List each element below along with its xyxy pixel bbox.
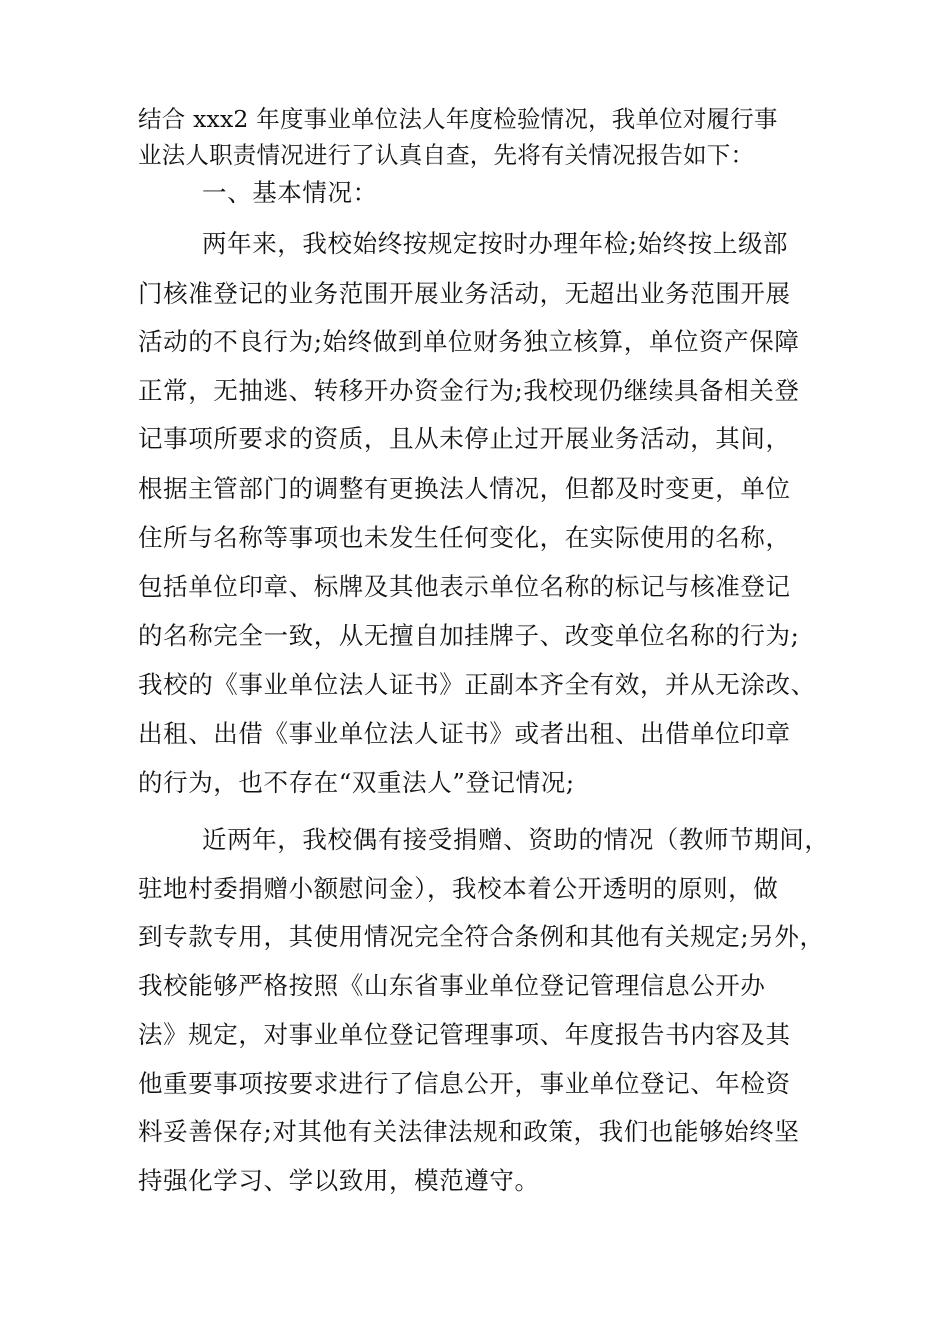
- text-line: 记事项所要求的资质，且从未停止过开展业务活动，其间，: [138, 424, 791, 453]
- text-line: 包括单位印章、标牌及其他表示单位名称的标记与核准登记: [138, 572, 791, 601]
- text-line: 业法人职责情况进行了认真自查，先将有关情况报告如下：: [138, 141, 755, 169]
- text-line: 我校的《事业单位法人证书》正副本齐全有效，并从无涂改、: [138, 670, 816, 699]
- text-line: 驻地村委捐赠小额慰问金），我校本着公开透明的原则，做: [138, 874, 779, 903]
- text-line: 门核准登记的业务范围开展业务活动，无超出业务范围开展: [138, 279, 791, 308]
- text-line: 的行为，也不存在“双重法人”登记情况;: [138, 768, 575, 797]
- text-line: 料妥善保存;对其他有关法律法规和政策，我们也能够始终坚: [138, 1117, 800, 1146]
- text-line: 根据主管部门的调整有更换法人情况，但都及时变更，单位: [138, 474, 791, 503]
- text-line: 近两年，我校偶有接受捐赠、资助的情况（教师节期间，: [202, 825, 830, 854]
- section-heading: 一、基本情况：: [202, 178, 378, 207]
- text-line: 我校能够严格按照《山东省事业单位登记管理信息公开办: [138, 971, 766, 1000]
- text-line: 法》规定，对事业单位登记管理事项、年度报告书内容及其: [138, 1020, 791, 1049]
- text-line: 的名称完全一致，从无擅自加挂牌子、改变单位名称的行为;: [138, 621, 800, 650]
- text-line: 活动的不良行为;始终做到单位财务独立核算，单位资产保障: [138, 327, 800, 356]
- text-line: 持强化学习、学以致用，模范遵守。: [138, 1166, 540, 1195]
- text-line: 两年来，我校始终按规定按时办理年检;始终按上级部: [202, 229, 789, 258]
- text-line: 结合 xxx2 年度事业单位法人年度检验情况，我单位对履行事: [138, 105, 778, 133]
- text-line: 住所与名称等事项也未发生任何变化，在实际使用的名称，: [138, 523, 791, 552]
- text-line: 他重要事项按要求进行了信息公开，事业单位登记、年检资: [138, 1069, 791, 1098]
- text-line: 出租、出借《事业单位法人证书》或者出租、出借单位印章: [138, 719, 791, 748]
- text-line: 到专款专用，其使用情况完全符合条例和其他有关规定;另外，: [138, 922, 825, 951]
- text-line: 正常，无抽逃、转移开办资金行为;我校现仍继续具备相关登: [138, 376, 800, 405]
